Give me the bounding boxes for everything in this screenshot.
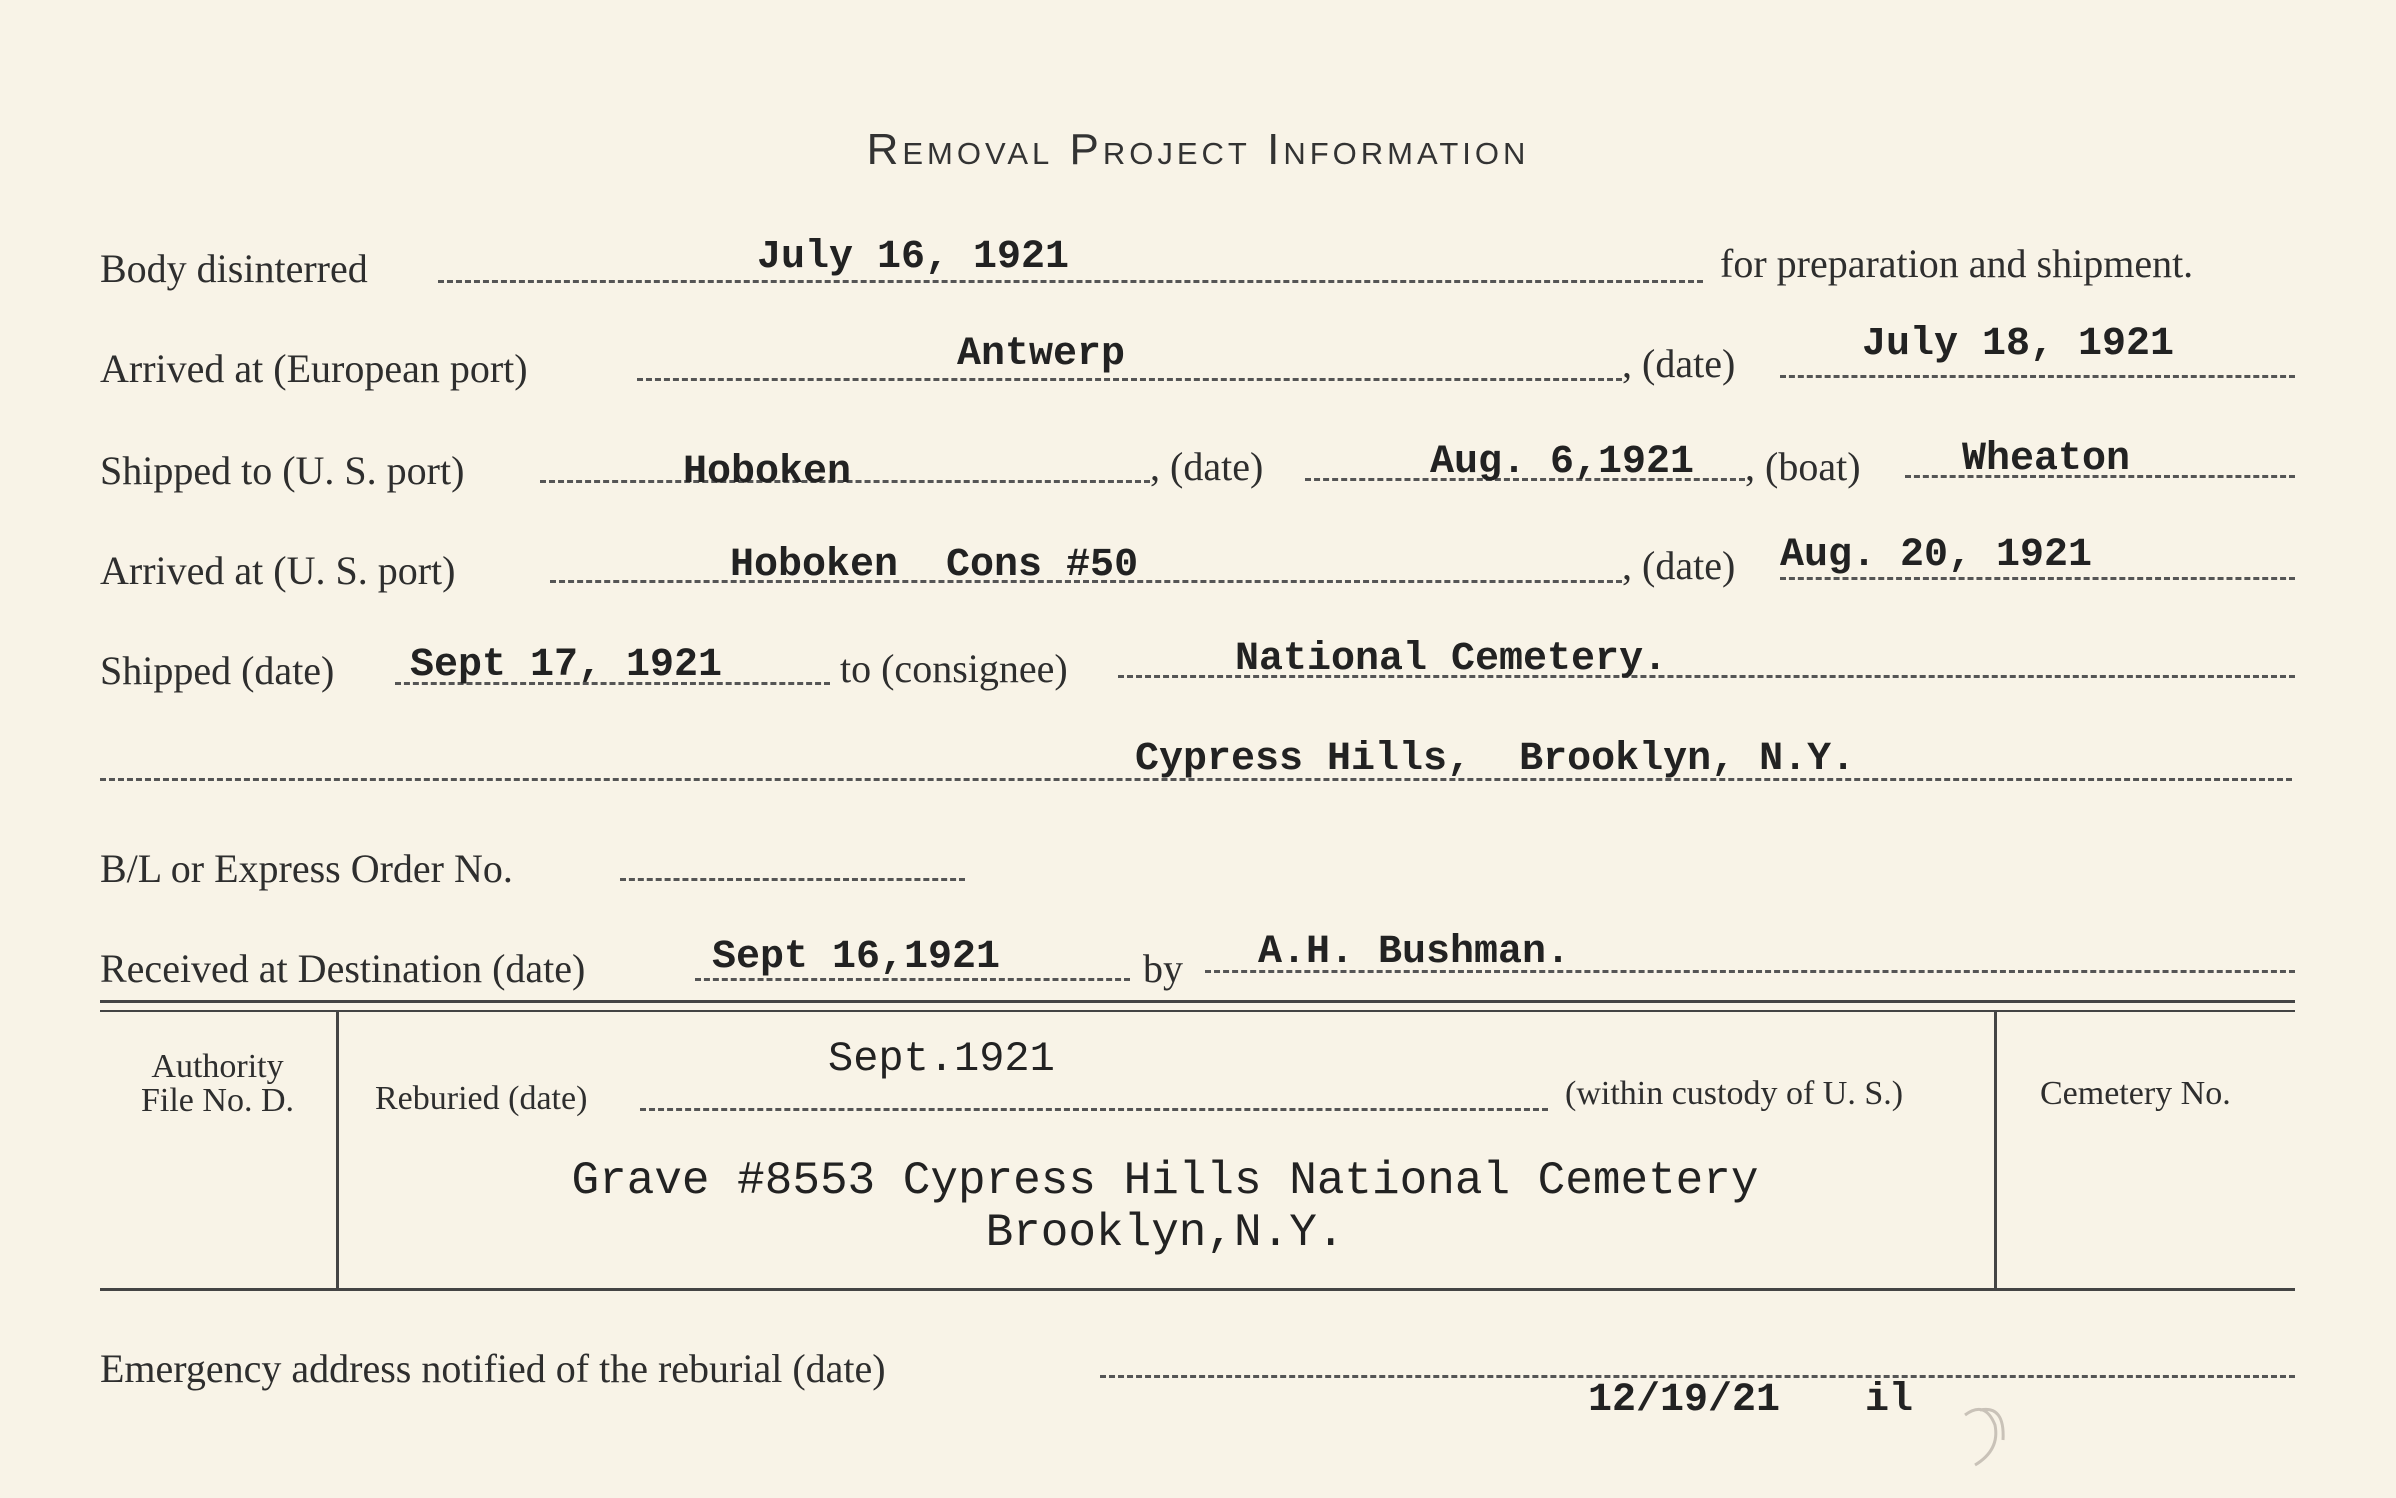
file-no-label: File No. D. — [141, 1082, 294, 1119]
emergency-label: Emergency address notified of the reburial (date) — [100, 1346, 886, 1391]
disinterred-label: Body disinterred — [100, 246, 368, 291]
page-title: Removal Project Information — [866, 125, 1530, 174]
shipped-us-date-label: , (date) — [1150, 444, 1264, 489]
arrived-us-date-label: , (date) — [1622, 543, 1736, 588]
grave-line-1: Grave #8553 Cypress Hills National Cemetery — [571, 1155, 1759, 1207]
bl-label: B/L or Express Order No. — [100, 846, 513, 891]
euro-port-date-label: , (date) — [1622, 341, 1736, 386]
arrived-us-date: Aug. 20, 1921 — [1780, 533, 2093, 578]
reburied-line — [640, 1108, 1548, 1111]
arrived-us-value: Hoboken Cons #50 — [730, 543, 1139, 588]
emergency-date: 12/19/21 — [1588, 1378, 1781, 1423]
disinterred-line — [438, 280, 1703, 283]
disinterred-value: July 16, 1921 — [757, 235, 1070, 280]
bl-line — [620, 878, 965, 881]
box-divider-right — [1994, 1012, 1997, 1290]
reburied-label: Reburied (date) — [375, 1080, 588, 1117]
shipped-us-boat: Wheaton — [1962, 437, 2131, 482]
emergency-initials: il — [1865, 1378, 1914, 1423]
double-rule-top — [100, 1000, 2295, 1003]
pencil-mark-icon — [1955, 1395, 2015, 1475]
consignee-value-2: Cypress Hills, Brooklyn, N.Y. — [1135, 737, 1856, 782]
shipped-us-label: Shipped to (U. S. port) — [100, 448, 465, 493]
euro-port-line — [637, 378, 1622, 381]
cemetery-no-label: Cemetery No. — [2040, 1075, 2231, 1112]
shipped-label: Shipped (date) — [100, 648, 335, 693]
shipped-us-date: Aug. 6,1921 — [1430, 440, 1695, 485]
consignee-label: to (consignee) — [840, 646, 1068, 691]
double-rule-bottom — [100, 1010, 2295, 1012]
disinterred-suffix: for preparation and shipment. — [1720, 241, 2194, 286]
grave-line-2: Brooklyn,N.Y. — [985, 1207, 1345, 1259]
received-by: A.H. Bushman. — [1258, 930, 1571, 975]
box-rule-bottom — [100, 1288, 2295, 1291]
arrived-us-label: Arrived at (U. S. port) — [100, 548, 456, 593]
consignee-value: National Cemetery. — [1235, 637, 1668, 682]
authority-label: Authority — [151, 1048, 284, 1085]
shipped-us-value: Hoboken — [683, 450, 852, 495]
received-date: Sept 16,1921 — [712, 935, 1001, 980]
reburied-value: Sept.1921 — [828, 1035, 1055, 1083]
euro-port-value: Antwerp — [957, 332, 1126, 377]
received-label: Received at Destination (date) — [100, 946, 586, 991]
euro-port-label: Arrived at (European port) — [100, 346, 528, 391]
shipped-us-boat-label: , (boat) — [1745, 444, 1861, 489]
received-by-label: by — [1143, 946, 1183, 991]
custody-label: (within custody of U. S.) — [1565, 1075, 1904, 1112]
shipped-date: Sept 17, 1921 — [410, 643, 723, 688]
euro-port-date-line — [1780, 375, 2295, 378]
euro-port-date: July 18, 1921 — [1862, 322, 2175, 367]
